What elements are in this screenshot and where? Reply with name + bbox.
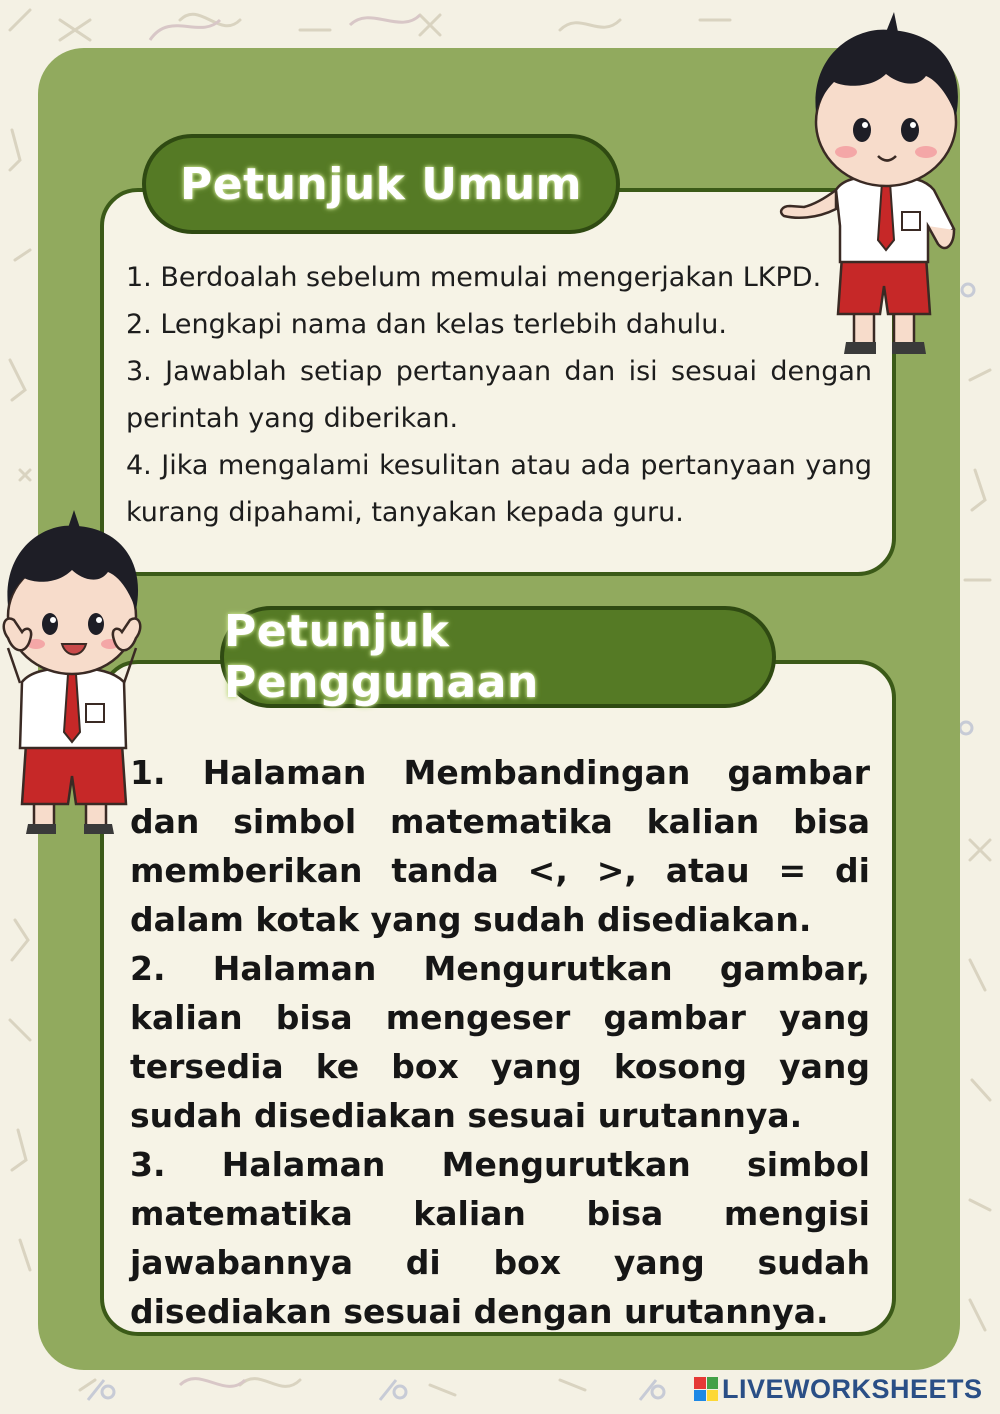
liveworksheets-watermark <box>694 1371 983 1407</box>
general-instructions-title: Petunjuk Umum <box>179 158 582 210</box>
general-instruction-item: 2. Lengkapi nama dan kelas terlebih dahulu. <box>126 309 728 340</box>
student-boy-cheerful-illustration <box>0 508 160 838</box>
general-instructions-list <box>126 254 872 536</box>
general-instruction-item: 3. Jawablah setiap pertanyaan dan isi sesuai dengan perintah yang diberikan. <box>126 356 872 434</box>
general-instruction-item: 4. Jika mengalami kesulitan atau ada pertanyaan yang kurang dipahami, tanyakan kepada guru. <box>126 450 872 528</box>
usage-instruction-item: 1. Halaman Membandingan gambar dan simbol matematika kalian bisa memberikan tanda <, >, atau = di dalam kotak yang sudah disediakan. <box>130 753 870 939</box>
watermark-text: LIVEWORKSHEETS <box>722 1373 983 1404</box>
usage-instruction-item: 3. Halaman Mengurutkan simbol matematika kalian bisa mengisi jawabannya di box yang sudah disediakan sesuai dengan urutannya. <box>130 1145 870 1331</box>
liveworksheets-logo-icon <box>694 1377 718 1401</box>
student-boy-pointing-illustration <box>776 4 976 360</box>
usage-instructions-title-pill <box>220 606 776 708</box>
general-instruction-item: 1. Berdoalah sebelum memulai mengerjakan LKPD. <box>126 262 822 293</box>
usage-instructions-list <box>130 748 870 1336</box>
usage-instruction-item: 2. Halaman Mengurutkan gambar, kalian bisa mengeser gambar yang tersedia ke box yang kosong yang sudah disediakan sesuai urutannya. <box>130 949 870 1135</box>
usage-instructions-title: Petunjuk Penggunaan <box>224 606 539 708</box>
general-instructions-title-pill <box>142 134 620 234</box>
